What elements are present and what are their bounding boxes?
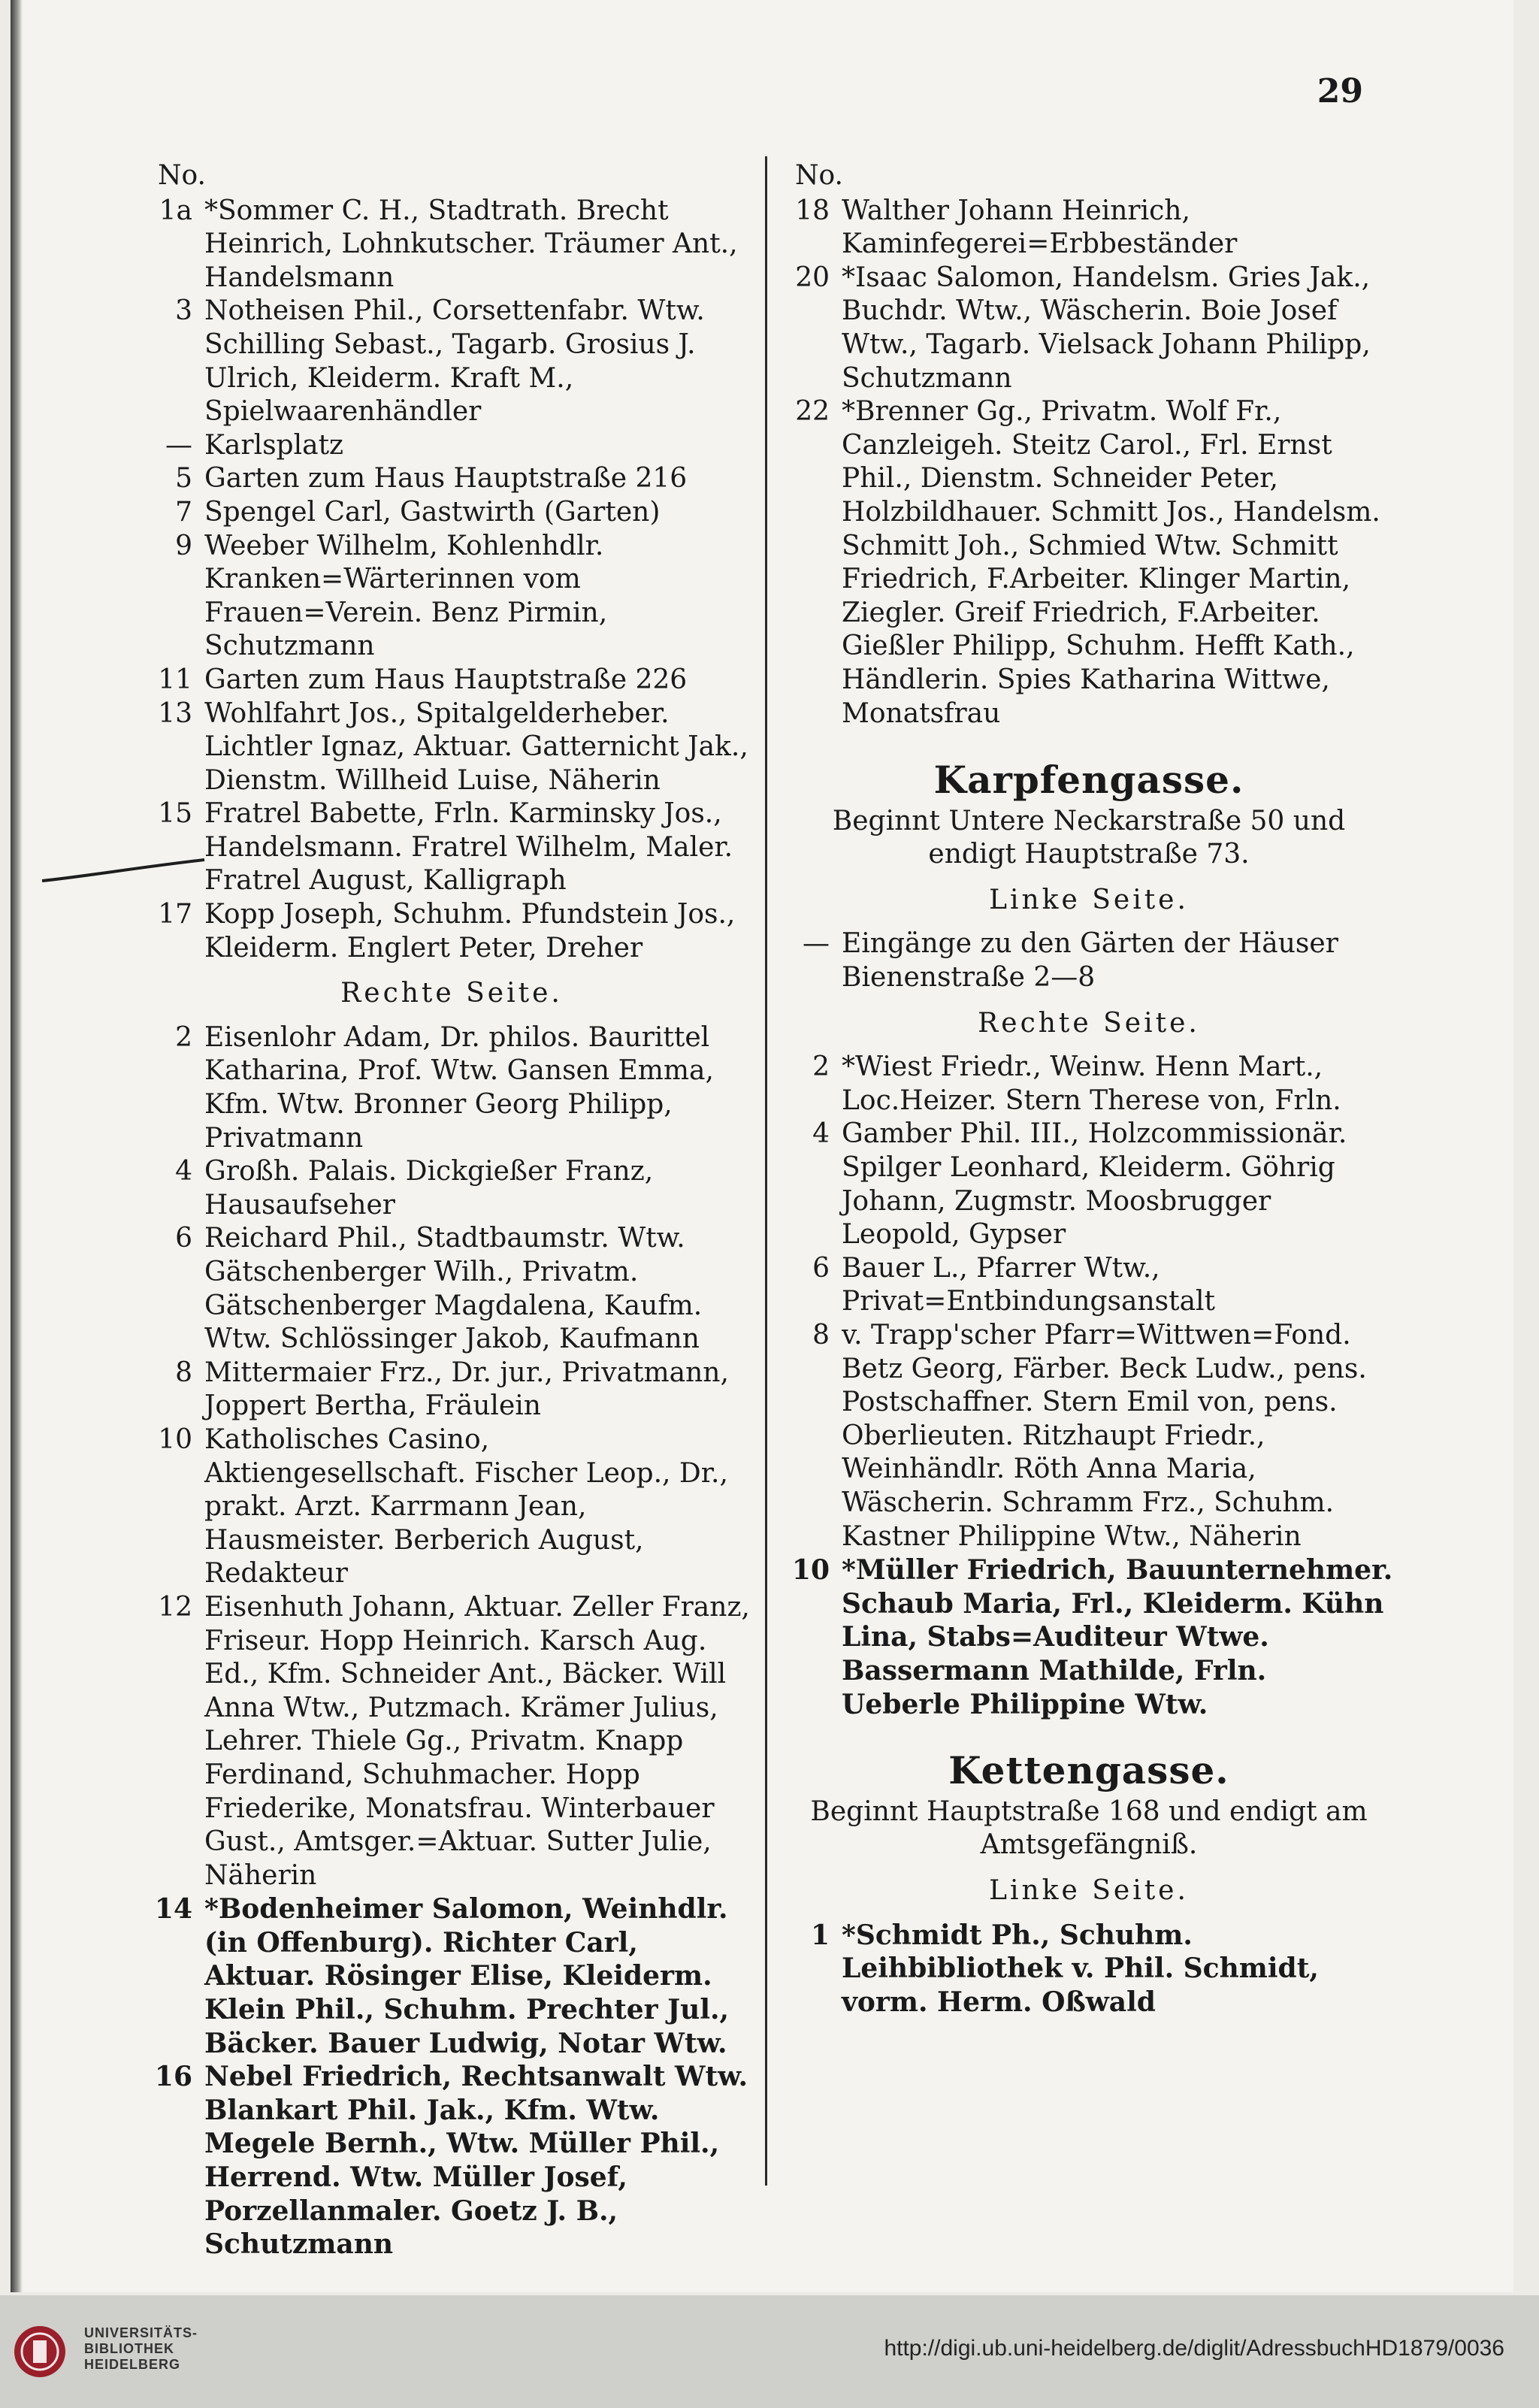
entry-text: Spengel Carl, Gastwirth (Garten) [204,496,661,528]
house-number: 11 [158,664,192,695]
entry-text: Reichard Phil., Stadtbaumstr. Wtw. Gätschenberger Wilh., Privatm. Gätschenberger Magdalena, Kaufm. Wtw. Schlössinger Jakob, Kaufmann [204,1223,703,1355]
house-number: 22 [795,396,830,428]
list-item [147,1155,756,1222]
list-item [785,1252,1393,1319]
house-number: 10 [791,1554,830,1587]
house-number: 3 [175,295,192,327]
list-item [785,195,1393,262]
entry-text: *Bodenheimer Salomon, Weinhdlr. (in Offenburg). Richter Carl, Aktuar. Rösinger Elise, Kleiderm. Klein Phil., Schuhm. Prechter Jul., Bäcker. Bauer Ludwig, Notar Wtw. [204,1893,730,2059]
entry-text: Kopp Joseph, Schuhm. Pfundstein Jos., Kleiderm. Englert Peter, Dreher [204,899,736,964]
house-number: 17 [158,899,192,930]
house-number: 7 [175,496,192,528]
street-heading-kettengasse: Kettengasse. [948,1748,1229,1793]
side-heading-right: Rechte Seite. [978,1007,1200,1039]
list-item [147,1357,756,1423]
entry-text: *Sommer C. H., Stadtrath. Brecht Heinrich, Lohnkutscher. Träumer Ant., Handelsmann [204,195,738,293]
entry-text: Großh. Palais. Dickgießer Franz, Hausaufseher [204,1156,654,1221]
list-item [147,429,756,463]
entry-text: Fratrel Babette, Frln. Karminsky Jos., Handelsmann. Fratrel Wilhelm, Maler. Fratrel August, Kalligraph [204,798,733,897]
house-number: 1 [810,1919,830,1951]
entry-text: v. Trapp'scher Pfarr=Wittwen=Fond. Betz Georg, Färber. Beck Ludw., pens. Postschaffner. Stern Emil von, pens. Oberlieuten. Ritzhaupt Friedr., Weinhändlr. Röth Anna Maria, Wäscherin. Schramm Frz., Schuhm. Kastner Philippine Wtw., Näherin [842,1320,1367,1552]
house-number: 13 [158,697,192,729]
street-description: Beginnt Untere Neckarstraße 50 und endigt Hauptstraße 73. [832,805,1346,870]
page-number: 29 [1317,72,1363,110]
list-item [147,1423,756,1591]
list-item [785,1118,1393,1251]
house-number: 8 [812,1320,830,1351]
entry-text: *Müller Friedrich, Bauunternehmer. Schaub Maria, Frl., Kleiderm. Kühn Lina, Stabs=Auditeur Wtwe. Bassermann Mathilde, Frln. Ueberle Philippine Wtw. [842,1554,1393,1720]
list-item [785,395,1393,731]
university-seal-icon [12,2324,68,2379]
entry-text: Walther Johann Heinrich, Kaminfegerei=Erbbeständer [842,195,1238,260]
list-item [147,1222,756,1356]
right-no-header: No. [795,160,843,191]
list-item [785,1553,1393,1721]
side-heading-left: Linke Seite. [989,884,1189,915]
entry-text: Garten zum Haus Hauptstraße 226 [204,664,688,695]
logo-line: HEIDELBERG [84,2357,181,2372]
house-number: 2 [812,1051,830,1083]
house-number: 6 [812,1252,830,1284]
house-number: 1a [159,195,192,226]
list-item [147,697,756,798]
house-number: 12 [158,1591,192,1623]
entry-text: *Brenner Gg., Privatm. Wolf Fr., Canzleigeh. Steitz Carol., Frl. Ernst Phil., Dienstm. Schneider Peter, Holzbildhauer. Schmitt Jos., Handelsm. Schmitt Joh., Schmied Wtw. Schmitt Friedrich, F.Arbeiter. Klinger Martin, Ziegler. Greif Friedrich, F.Arbeiter. Gießler Philipp, Schuhm. Hefft Kath., Händlerin. Spies Katharina Wittwe, Monatsfrau [842,396,1380,729]
source-url-link[interactable]: http://digi.ub.uni-heidelberg.de/diglit/AdressbuchHD1879/0036 [884,2336,1504,2361]
entry-text: *Wiest Friedr., Weinw. Henn Mart., Loc.Heizer. Stern Therese von, Frln. [842,1051,1341,1116]
entry-text: Mittermaier Frz., Dr. jur., Privatmann, Joppert Bertha, Fräulein [204,1357,729,1422]
list-item [147,295,756,428]
list-item [785,262,1393,395]
entry-text: Bauer L., Pfarrer Wtw., Privat=Entbindungsanstalt [842,1252,1216,1317]
list-item [147,496,756,530]
list-item [147,1892,756,2060]
entry-text: Gamber Phil. III., Holzcommissionär. Spilger Leonhard, Kleiderm. Göhrig Johann, Zugmstr. Moosbrugger Leopold, Gypser [842,1118,1347,1251]
street-heading-karpfengasse: Karpfengasse. [933,758,1244,803]
list-item [147,1591,756,1892]
side-heading-right: Rechte Seite. [340,978,563,1009]
list-item [147,462,756,496]
footer-bar [0,2295,1539,2408]
entry-text: Eingänge zu den Gärten der Häuser Bienenstraße 2—8 [842,928,1338,994]
entry-text: Katholisches Casino, Aktiengesellschaft. Fischer Leop., Dr., prakt. Arzt. Karrmann Jean, Hausmeister. Berberich August, Redakteur [204,1423,728,1590]
page-edge-shadow [11,0,23,2292]
right-column [785,159,1393,2019]
entry-text: Eisenlohr Adam, Dr. philos. Baurittel Katharina, Prof. Wtw. Gansen Emma, Kfm. Wtw. Bronner Georg Philipp, Privatmann [204,1021,714,1154]
entry-text: Wohlfahrt Jos., Spitalgelderheber. Lichtler Ignaz, Aktuar. Gatternicht Jak., Dienstm. Willheid Luise, Näherin [204,697,748,796]
side-heading-left: Linke Seite. [989,1874,1189,1906]
logo-line: BIBLIOTHEK [84,2341,174,2356]
house-number: 5 [175,463,192,495]
house-number: 18 [795,195,830,226]
house-number: 16 [154,2061,192,2093]
entry-text: *Isaac Salomon, Handelsm. Gries Jak., Buchdr. Wtw., Wäscherin. Boie Josef Wtw., Tagarb. Vielsack Johann Philipp, Schutzmann [842,262,1371,394]
list-item [147,664,756,697]
house-number: 8 [175,1357,192,1388]
house-number: — [803,928,830,960]
entry-text: Karlsplatz [204,429,344,461]
list-item [147,2060,756,2261]
entry-text: Garten zum Haus Hauptstraße 216 [204,463,688,495]
left-no-header: No. [158,160,206,191]
list-item [147,530,756,664]
house-number: 4 [175,1156,192,1187]
list-item [147,1021,756,1155]
left-column [147,159,756,2261]
list-item [147,898,756,965]
house-number: 2 [175,1021,192,1053]
house-number: 15 [158,798,192,830]
scanned-page [11,0,1513,2292]
house-number: 10 [158,1423,192,1455]
entry-text: *Schmidt Ph., Schuhm. Leihbibliothek v. Phil. Schmidt, vorm. Herm. Oßwald [842,1919,1319,2018]
entry-text: Nebel Friedrich, Rechtsanwalt Wtw. Blankart Phil. Jak., Kfm. Wtw. Megele Bernh., Wtw. Müller Phil., Herrend. Wtw. Müller Josef, Porzellanmaler. Goetz J. B., Schutzmann [204,2061,748,2261]
list-item [785,927,1393,994]
house-number: 14 [154,1893,192,1925]
list-item [147,797,756,898]
house-number: 6 [175,1223,192,1254]
list-item [785,1919,1393,2019]
entry-text: Weeber Wilhelm, Kohlenhdlr. Kranken=Wärterinnen vom Frauen=Verein. Benz Pirmin, Schutzmann [204,530,608,662]
library-logo-text [84,2325,198,2373]
column-divider [765,156,767,2186]
house-number: 20 [795,262,830,293]
entry-text: Notheisen Phil., Corsettenfabr. Wtw. Schilling Sebast., Tagarb. Grosius J. Ulrich, Kleiderm. Kraft M., Spielwaarenhändler [204,295,705,428]
house-number: 4 [812,1118,830,1150]
list-item [147,195,756,295]
street-description: Beginnt Hauptstraße 168 und endigt am Amtsgefängniß. [810,1795,1368,1861]
logo-line: UNIVERSITÄTS- [84,2325,198,2340]
house-number: — [165,429,192,461]
list-item [785,1051,1393,1118]
house-number: 9 [175,530,192,561]
list-item [785,1319,1393,1553]
entry-text: Eisenhuth Johann, Aktuar. Zeller Franz, Friseur. Hopp Heinrich. Karsch Aug. Ed., Kfm. Schneider Ant., Bäcker. Will Anna Wtw., Putzmach. Krämer Julius, Lehrer. Thiele Gg., Privatm. Knapp Ferdinand, Schuhmacher. Hopp Friederike, Monatsfrau. Winterbauer Gust., Amtsger.=Aktuar. Sutter Julie, Näherin [204,1591,750,1891]
